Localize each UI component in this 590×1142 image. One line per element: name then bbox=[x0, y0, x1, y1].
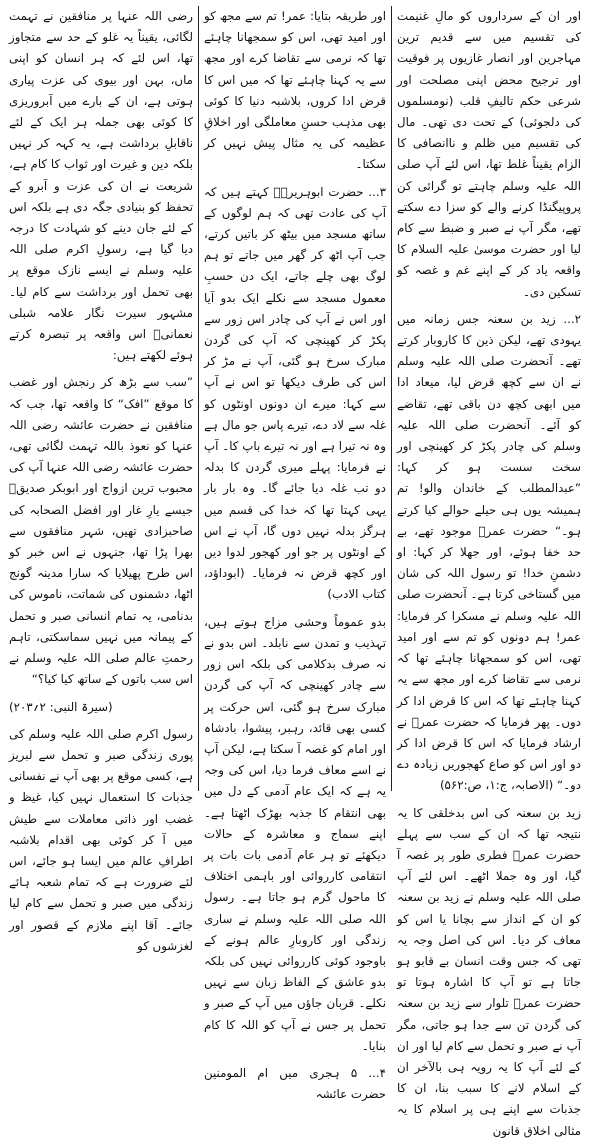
paragraph: ۴... ۵ ہجری میں ام المومنین حضرت عائشہ bbox=[204, 1065, 386, 1102]
citation: (سیرۃ النبی: ۲؍۲۰۳) bbox=[9, 699, 113, 714]
quotation: ”سب سے بڑھ کر رنجش اور غضب کا موقع ”افک“ کا واقعہ تھا، جب کہ منافقین نے حضرت عائشہ رضی اللہ عنہا کو نعوذ باللہ تہمت لگائی تھی، حضرت عائشہ رضی اللہ عنہا آپ کی محبوب ترین ازواج اور ابوبکر صدیقؓ جیسے یارِ غار اور افضل الصحابہ کی صاحبزادی تھیں، شہر منافقوں سے بھرا پڑا تھا، جنہوں نے اس خبر کو اس طرح پھیلایا کہ سارا مدینہ گونج اٹھا، دشمنوں کی شماتت، ناموس کی بدنامی، یہ تمام انسانی صبر و تحمل کے پیمانہ میں نہیں سماسکتی، تاہم رحمتِ عالم صلی اللہ علیہ وسلم نے اس سب باتوں کے ساتھ کیا کیا؟“ bbox=[9, 375, 193, 687]
paragraph: بدو عموماً وحشی مزاج ہوتے ہیں، تہذیب و تمدن سے نابلد۔ اس بدو نے نہ صرف بدکلامی کی بلکہ اس زور سے چادر کھینچی کہ آپ کی گردن مبارک سرخ ہو گئی، اس حرکت پر کسی بھی قائد، رہبر، پیشوا، بادشاہ اور امام کو غصہ آ سکتا ہے، لیکن آپ نے اسے معاف فرما دیا، اس کی وجہ یہ ہے کہ ایک عام آدمی کے دل میں بھی انتقام کا جذبہ بھڑک اٹھتا ہے۔ اپنے سماج و معاشرہ کے حالات دیکھئے تو ہر عام آدمی بات بات پر انتقامی کارروائی اور باہمی اختلاف کا ماحول گرم ہو جاتا ہے۔ رسول اللہ صلی اللہ علیہ وسلم نے ساری زندگی اور کاروبارِ عالم ہونے کے باوجود کوئی کارروائی نہیں کی بلکہ بدو عاشق کے الفاظ زبان سے نہیں نکلے۔ قربان جاؤں میں آپ کے صبر و تحمل پر جس نے آپ کو اللہ کا کام بنایا۔ bbox=[204, 614, 386, 1053]
text-column-middle bbox=[198, 6, 392, 1102]
paragraph: اور ان کے سرداروں کو مالِ غنیمت کی تقسیم میں سے قدیم ترین مہاجرین اور انصار غازیوں پر فوقیت اور ترجیح محض اپنی مصلحت اور شرعی حکم تالیفِ قلب (نومسلموں کی دلجوئی) کے تحت دی تھی۔ مال کی تقسیم میں ظلم و ناانصافی کا الزام یقیناً غلط تھا، اس لئے آپ صلی اللہ علیہ وسلم چاہتے تو گرائی کن پروپیگنڈا کرنے والے کو سزا دے سکتے تھے، مگر آپ نے صبر و ضبط سے کام لیا اور حضرت موسیٰ علیہ السلام کا واقعہ یاد کر کے اپنے غم و غصہ کو تسکین دی۔ bbox=[397, 9, 581, 299]
text-column-left bbox=[4, 6, 198, 953]
paragraph: زید بن سعنہ کی اس بدخلقی کا یہ نتیجہ تھا کہ ان کے سب سے پہلے حضرت عمرؓ فطری طور پر غصہ آ گیا، اور وہ جملا اٹھے۔ اس لئے آپ صلی اللہ علیہ وسلم نے زید بن سعنہ کو ان کے انداز سے بچانا یا اس کو معاف کر دیا۔ اس کی اصل وجہ یہ تھی کہ جس وقت انسان بے قابو ہو جاتا ہے تو آپ کا اشارہ ہوتا تو حضرت عمرؓ تلوار سے زید بن سعنہ کی گردن تن سے جدا ہو جاتی، مگر آپ نے صبر و تحمل سے کام لیا اور ان کے لئے آپ کا یہ رویہ ہی بالآخر ان کے اسلام لانے کا سبب بنا، ان کا جذبات سے اپنے ہی پر اسلام کا یہ مثالی اخلاق قانون bbox=[397, 805, 581, 1138]
paragraph: اور طریقہ بتایا: عمر! تم سے مجھ کو اور امید تھی، اس کو سمجھانا چاہئے تھا کہ نرمی سے تقاضا کرے اور مجھ سے یہ کہنا چاہئے تھا کہ میں اس کا قرض ادا کروں، بلاشبہ دنیا کا کوئی بھی مذہب حسنِ معاملگی اور اخلاقِ عظیمہ کی یہ مثال پیش نہیں کر سکتا۔ bbox=[204, 9, 386, 172]
paragraph: ۲... زید بن سعنہ جس زمانہ میں یہودی تھے، لیکن ذین کا کاروبار کرتے تھے۔ آنحضرت صلی اللہ علیہ وسلم نے ان سے کچھ قرض لیا، میعاد ادا میں ابھی کچھ دن باقی تھے، تقاضے کو آئے۔ آنحضرت صلی اللہ علیہ وسلم کی چادر پکڑ کر کھینچی اور سخت سست ہو کر کہا: ”عبدالمطلب کے خاندان والو! تم ہمیشہ یوں ہی حیلے حوالے کیا کرتے ہو۔“ حضرت عمرؓ موجود تھے، بے حد خفا ہوئے، اور جھلا کر کہا: او دشمنِ خدا! تو رسول اللہ کی شان میں گستاخی کرتا ہے۔ آنحضرت صلی اللہ علیہ وسلم نے مسکرا کر فرمایا: عمر! ہم دونوں کو تم سے اور امید تھی، اس کو سمجھانا چاہئے تھا کہ نرمی سے تقاضا کرے اور مجھ سے یہ کہنا چاہئے تھا کہ اس کا قرض ادا کر دوں۔ پھر فرمایا کہ حضرت عمرؓ نے ارشاد فرمایا کہ اس کا قرض ادا کر دو اور اس کو صاع کھجوریں زیادہ دے دو۔“ (الاصابہ، ج:۱، ص:۵۶۲) bbox=[397, 311, 581, 793]
text-column-right bbox=[392, 6, 586, 1138]
paragraph: رسول اکرم صلی اللہ علیہ وسلم کی پوری زندگی صبر و تحمل سے لبریز ہے، کسی موقع پر بھی آپ نے نفسانی جذبات کا استعمال نہیں کیا، غیظ و غضب اور ذاتی معاملات سے طیش میں آ کر کوئی بھی اقدام بلاشبہ اطرافِ عالم میں ایسا ہو جائے، اس لئے ضرورت ہے کہ تمام شعبہ ہائے زندگی میں صبر و تحمل سے کام لیا جائے۔ آقا اپنے ملازم کے قصور اور لغزشوں کو bbox=[9, 726, 193, 953]
paragraph: رضی اللہ عنہا پر منافقین نے تہمت لگائی، یقیناً یہ غلو کے حد سے متجاوز تھا، اس لئے کہ ہر انسان کو اپنی ماں، بہن اور بیوی کی عزت پیاری ہوتی ہے، ان کے بارے میں آبروریزی کا کوئی بھی جملہ ہر ایک کے لئے ناقابلِ برداشت ہے، یہ کہہ کر نہیں بلکہ دین و غیرت اور ثواب کا کام ہے، شریعت نے ان کی عزت و آبرو کے تحفظ کو بنیادی جگہ دی ہے بلکہ اس کے لئے جان دینے کو شہادت کا درجہ دیا گیا ہے، رسولِ اکرم صلی اللہ علیہ وسلم نے ایسے نازک موقع پر بھی تحمل اور برداشت سے کام لیا۔ مشہور سیرت نگار علامہ شبلی نعمانیؒ اس واقعہ پر تبصرہ کرتے ہوئے لکھتے ہیں: bbox=[9, 9, 193, 363]
paragraph: ۳... حضرت ابوہریرہؓ کہتے ہیں کہ آپ کی عادت تھی کہ ہم لوگوں کے ساتھ مسجد میں بیٹھ کر باتیں کرتے، جب آپ اٹھ کر گھر میں جاتے تو ہم لوگ بھی چلے جاتے، ایک دن حسبِ معمول مسجد سے نکلے ایک بدو آیا اور اس نے آپ کی چادر اس زور سے پکڑ کر کھینچی کہ آپ کی گردن مبارک سرخ ہو گئی، آپ نے مڑ کر اس کی طرف دیکھا تو اس نے آپ سے کہا: میرے ان دونوں اونٹوں کو غلہ سے لاد دے، تیرے پاس جو مال ہے وہ نہ تیرا ہے اور نہ تیرے باپ کا۔ آپ نے فرمایا: پہلے میری گردن کا بدلہ دو تب غلہ دیا جائے گا۔ وہ بار بار یہی کہتا تھا کہ خدا کی قسم میں ہرگز بدلہ نہیں دوں گا، آپ نے اس کے اونٹوں پر جو اور کھجور لدوا دیں اور کچھ قرض نہ فرمایا۔ (ابوداؤد، کتاب الادب) bbox=[204, 184, 386, 602]
